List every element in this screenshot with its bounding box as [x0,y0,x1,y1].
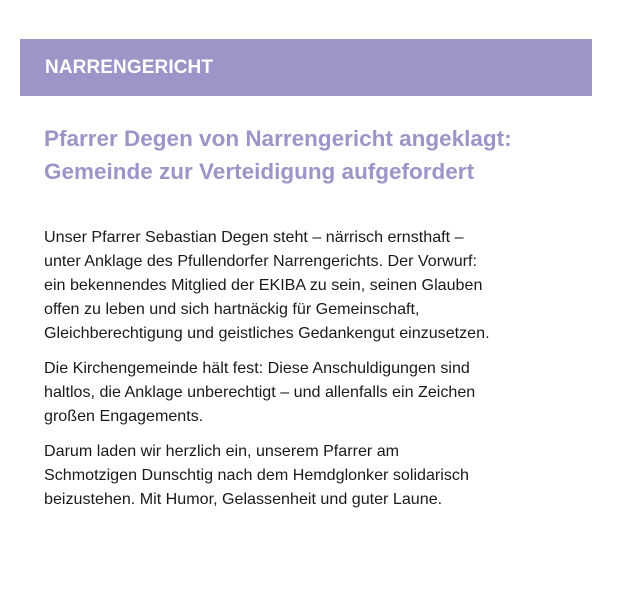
text-line: offen zu leben und sich hartnäckig für Gemeinschaft, [44,300,420,318]
text-line: Gleichberechtigung und geistliches Gedankengut einzusetzen. [44,324,490,342]
text-line: Unser Pfarrer Sebastian Degen steht – närrisch ernsthaft – [44,228,464,246]
text-line: Schmotzigen Dunschtig nach dem Hemdglonker solidarisch [44,466,469,484]
article-headline [44,122,584,188]
headline-line: Gemeinde zur Verteidigung aufgefordert [44,159,475,184]
headline-line: Pfarrer Degen von Narrengericht angeklagt: [44,126,512,151]
text-line: haltlos, die Anklage unberechtigt – und allenfalls ein Zeichen [44,383,476,401]
text-line: Darum laden wir herzlich ein, unserem Pfarrer am [44,442,400,460]
text-line: Die Kirchengemeinde hält fest: Diese Anschuldigungen sind [44,359,470,377]
section-header-bar [20,39,592,96]
text-line: unter Anklage des Pfullendorfer Narrengerichts. Der Vorwurf: [44,252,477,270]
text-line: großen Engagements. [44,407,204,425]
text-line: ein bekennendes Mitglied der EKIBA zu sein, seinen Glauben [44,276,483,294]
article-body [44,214,604,522]
text-line: beizustehen. Mit Humor, Gelassenheit und guter Laune. [44,490,443,508]
section-header-label: NARRENGERICHT [45,56,214,78]
